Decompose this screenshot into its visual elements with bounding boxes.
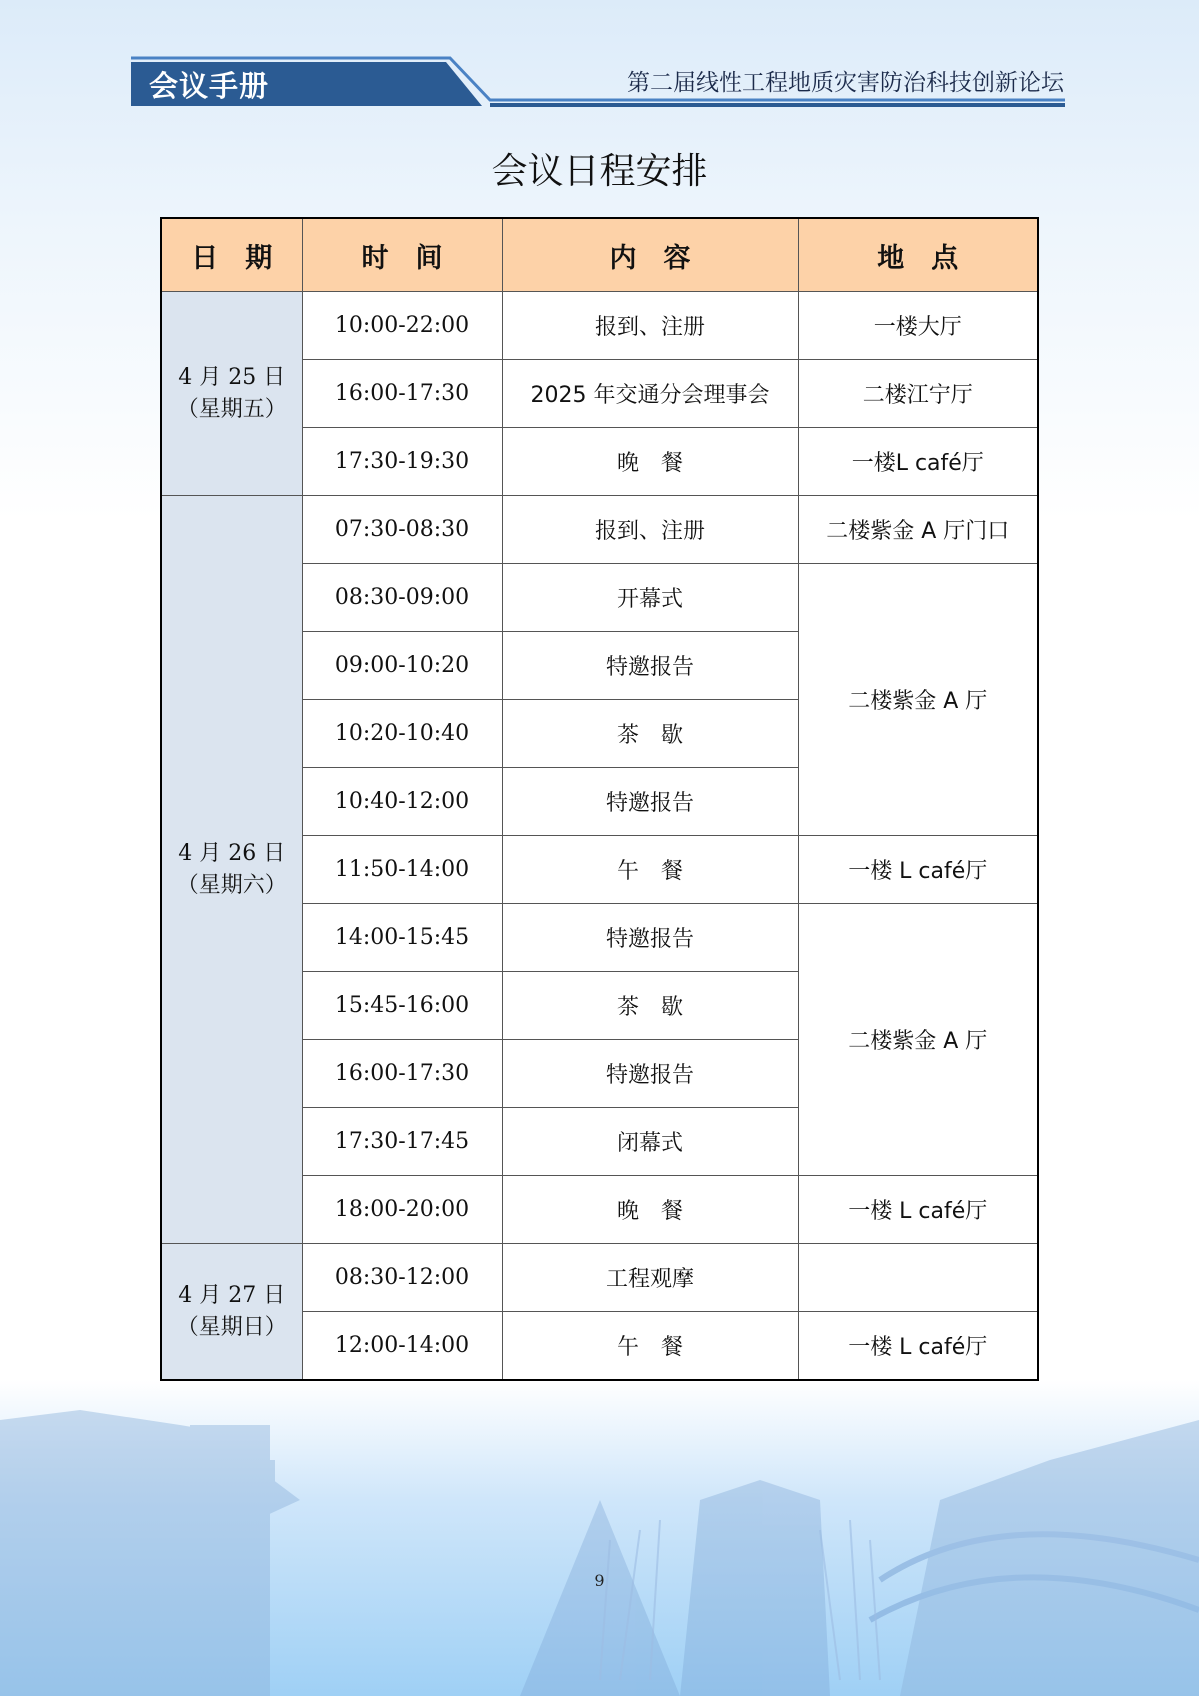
venue-cell: 一楼L café厅	[798, 428, 1038, 496]
time-cell: 11:50-14:00	[302, 836, 502, 904]
content-cell: 特邀报告	[502, 768, 798, 836]
time-cell: 15:45-16:00	[302, 972, 502, 1040]
date-label: 4 月 25 日	[178, 364, 286, 390]
time-cell: 09:00-10:20	[302, 632, 502, 700]
table-row	[161, 292, 1038, 360]
content-cell: 闭幕式	[502, 1108, 798, 1176]
venue-cell: 一楼 L café厅	[798, 1176, 1038, 1244]
time-cell: 17:30-17:45	[302, 1108, 502, 1176]
page-title: 会议日程安排	[491, 151, 708, 192]
time-cell: 12:00-14:00	[302, 1312, 502, 1381]
time-cell: 16:00-17:30	[302, 360, 502, 428]
schedule-table	[160, 217, 1039, 1381]
time-cell: 10:40-12:00	[302, 768, 502, 836]
date-cell-apr25	[161, 292, 302, 496]
content-cell: 2025 年交通分会理事会	[502, 360, 798, 428]
date-label: 4 月 27 日	[178, 1282, 286, 1308]
time-cell: 17:30-19:30	[302, 428, 502, 496]
venue-cell: 一楼 L café厅	[798, 836, 1038, 904]
header-venue: 地 点	[798, 218, 1038, 292]
header-time: 时 间	[302, 218, 502, 292]
content-cell: 特邀报告	[502, 632, 798, 700]
time-cell: 08:30-12:00	[302, 1244, 502, 1312]
time-cell: 10:20-10:40	[302, 700, 502, 768]
forum-title: 第二届线性工程地质灾害防治科技创新论坛	[627, 70, 1064, 96]
time-cell: 07:30-08:30	[302, 496, 502, 564]
venue-cell: 二楼紫金 A 厅门口	[798, 496, 1038, 564]
footer-landscape-illustration	[0, 1380, 1199, 1696]
content-cell: 茶 歇	[502, 972, 798, 1040]
venue-cell: 一楼大厅	[798, 292, 1038, 360]
time-cell: 10:00-22:00	[302, 292, 502, 360]
weekday-label: （星期六）	[176, 872, 287, 898]
content-cell: 报到、注册	[502, 292, 798, 360]
weekday-label: （星期五）	[176, 396, 287, 422]
table-row	[161, 496, 1038, 564]
content-cell: 工程观摩	[502, 1244, 798, 1312]
time-cell: 08:30-09:00	[302, 564, 502, 632]
venue-cell: 二楼紫金 A 厅	[798, 904, 1038, 1176]
venue-cell: 二楼江宁厅	[798, 360, 1038, 428]
venue-cell: 二楼紫金 A 厅	[798, 564, 1038, 836]
time-cell: 18:00-20:00	[302, 1176, 502, 1244]
content-cell: 茶 歇	[502, 700, 798, 768]
time-cell: 14:00-15:45	[302, 904, 502, 972]
venue-cell	[798, 1244, 1038, 1312]
content-cell: 开幕式	[502, 564, 798, 632]
content-cell: 晚 餐	[502, 1176, 798, 1244]
content-cell: 午 餐	[502, 836, 798, 904]
page-number: 9	[594, 1571, 605, 1590]
header-tag: 会议手册	[149, 69, 270, 103]
content-cell: 特邀报告	[502, 1040, 798, 1108]
header-date: 日 期	[161, 218, 302, 292]
content-cell: 特邀报告	[502, 904, 798, 972]
time-cell: 16:00-17:30	[302, 1040, 502, 1108]
header-content: 内 容	[502, 218, 798, 292]
weekday-label: （星期日）	[176, 1314, 287, 1340]
date-cell-apr26	[161, 496, 302, 1244]
content-cell: 午 餐	[502, 1312, 798, 1381]
footer-landscape-graphic	[0, 1380, 1199, 1696]
date-cell-apr27	[161, 1244, 302, 1381]
content-cell: 晚 餐	[502, 428, 798, 496]
venue-cell: 一楼 L café厅	[798, 1312, 1038, 1381]
table-row	[161, 1244, 1038, 1312]
content-cell: 报到、注册	[502, 496, 798, 564]
table-header-row	[161, 218, 1038, 292]
date-label: 4 月 26 日	[178, 840, 286, 866]
page-header	[0, 0, 1199, 120]
